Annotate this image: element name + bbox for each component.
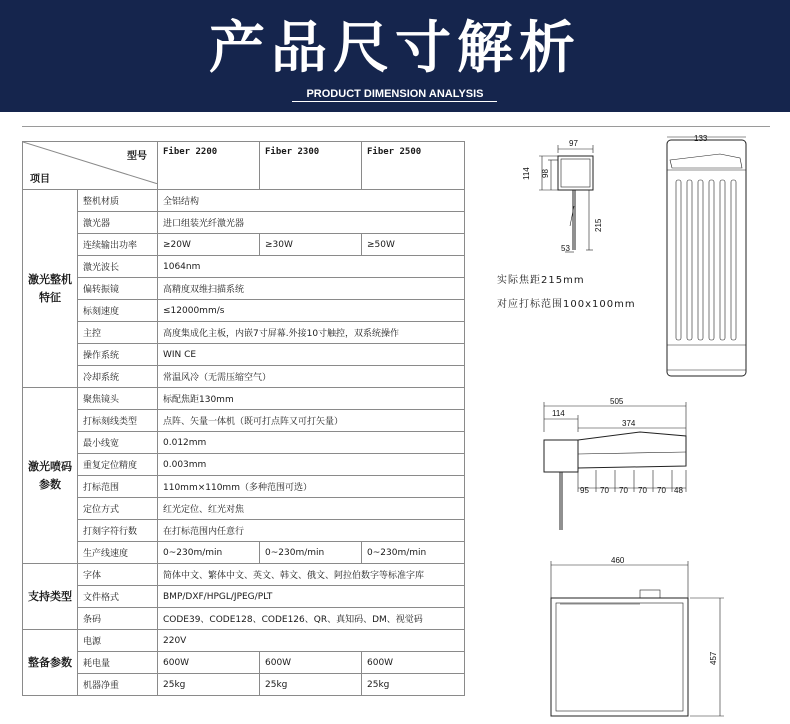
row-value: 220V <box>158 630 465 652</box>
row-value: 简体中文、繁体中文、英文、韩文、俄文、阿拉伯数字等标准字库 <box>158 564 465 586</box>
dim-side-seg-4: 70 <box>638 486 647 495</box>
row-value: ≥30W <box>260 234 362 256</box>
model-header-3: Fiber 2500 <box>362 142 465 190</box>
row-value: ≥50W <box>362 234 465 256</box>
row-label: 文件格式 <box>78 586 158 608</box>
dim-head-offset: 53 <box>561 244 570 253</box>
page-title: 产品尺寸解析 <box>209 16 581 81</box>
row-value: 600W <box>260 652 362 674</box>
row-value: 进口组装光纤激光器 <box>158 212 465 234</box>
row-value: 点阵、矢量一体机（既可打点阵又可打矢量） <box>158 410 465 432</box>
row-label: 聚焦镜头 <box>78 388 158 410</box>
dim-side-total: 505 <box>610 397 624 406</box>
row-value: 0.012mm <box>158 432 465 454</box>
row-value: 0.003mm <box>158 454 465 476</box>
row-value: 高精度双维扫描系统 <box>158 278 465 300</box>
model-header-2: Fiber 2300 <box>260 142 362 190</box>
row-value: 600W <box>158 652 260 674</box>
row-value: 常温风冷（无需压缩空气） <box>158 366 465 388</box>
row-label: 定位方式 <box>78 498 158 520</box>
row-label: 打标范围 <box>78 476 158 498</box>
row-value: 0~230m/min <box>260 542 362 564</box>
model-header-1: Fiber 2200 <box>158 142 260 190</box>
row-label: 最小线宽 <box>78 432 158 454</box>
row-value: 在打标范围内任意行 <box>158 520 465 542</box>
row-value: 25kg <box>362 674 465 696</box>
focal-length-note: 实际焦距215mm <box>497 275 585 286</box>
row-value: CODE39、CODE128、CODE126、QR、真知码、DM、视觉码 <box>158 608 465 630</box>
row-label: 打刻字符行数 <box>78 520 158 542</box>
group-label: 整备参数 <box>23 630 78 696</box>
dim-side-mid: 374 <box>622 419 636 428</box>
dim-side-seg-6: 48 <box>674 486 683 495</box>
row-label: 整机材质 <box>78 190 158 212</box>
row-value: 0~230m/min <box>362 542 465 564</box>
row-value: 标配焦距130mm <box>158 388 465 410</box>
dim-side-left: 114 <box>552 409 565 418</box>
dim-front-width: 97 <box>569 139 578 148</box>
row-value: 全铝结构 <box>158 190 465 212</box>
row-value: 红光定位、红光对焦 <box>158 498 465 520</box>
dimension-labels <box>522 134 718 665</box>
row-label: 激光器 <box>78 212 158 234</box>
row-label: 操作系统 <box>78 344 158 366</box>
dim-top-width: 133 <box>694 134 708 143</box>
row-label: 激光波长 <box>78 256 158 278</box>
group-label: 激光喷码参数 <box>23 388 78 564</box>
row-label: 耗电量 <box>78 652 158 674</box>
dim-front-height-outer: 114 <box>522 167 531 180</box>
base-view-drawing <box>551 561 724 716</box>
row-label: 连续输出功率 <box>78 234 158 256</box>
row-label: 电源 <box>78 630 158 652</box>
corner-model-label: 型号 <box>127 151 147 162</box>
row-label: 标刻速度 <box>78 300 158 322</box>
row-label: 机器净重 <box>78 674 158 696</box>
row-value: ≥20W <box>158 234 260 256</box>
corner-item-label: 项目 <box>30 174 50 185</box>
row-value: 25kg <box>260 674 362 696</box>
row-label: 主控 <box>78 322 158 344</box>
dim-side-seg-3: 70 <box>619 486 628 495</box>
row-label: 冷却系统 <box>78 366 158 388</box>
row-value: ≤12000mm/s <box>158 300 465 322</box>
dim-side-seg-5: 70 <box>657 486 666 495</box>
group-label: 支持类型 <box>23 564 78 630</box>
dim-side-seg-1: 95 <box>580 486 589 495</box>
row-label: 重复定位精度 <box>78 454 158 476</box>
row-label: 生产线速度 <box>78 542 158 564</box>
dim-focal-length: 215 <box>594 218 603 232</box>
row-value: 高度集成化主板，内嵌7寸屏幕.外接10寸触控，双系统操作 <box>158 322 465 344</box>
row-value: 110mm×110mm（多种范围可选） <box>158 476 465 498</box>
dim-base-height: 457 <box>709 651 718 665</box>
row-value: BMP/DXF/HPGL/JPEG/PLT <box>158 586 465 608</box>
row-value: 1064nm <box>158 256 465 278</box>
group-label: 激光整机特征 <box>23 190 78 388</box>
row-label: 条码 <box>78 608 158 630</box>
row-value: 600W <box>362 652 465 674</box>
row-value: 25kg <box>158 674 260 696</box>
top-view-drawing <box>667 137 746 376</box>
page-subtitle: PRODUCT DIMENSION ANALYSIS <box>306 88 484 100</box>
row-label: 字体 <box>78 564 158 586</box>
dim-base-width: 460 <box>611 556 625 565</box>
dim-side-seg-2: 70 <box>600 486 609 495</box>
row-label: 打标刻线类型 <box>78 410 158 432</box>
side-view-drawing <box>544 402 686 530</box>
front-view-drawing <box>539 145 593 252</box>
dim-front-height-inner: 98 <box>541 169 550 178</box>
row-value: WIN CE <box>158 344 465 366</box>
row-value: 0~230m/min <box>158 542 260 564</box>
marking-range-note: 对应打标范围100x100mm <box>497 299 636 310</box>
row-label: 偏转振镜 <box>78 278 158 300</box>
